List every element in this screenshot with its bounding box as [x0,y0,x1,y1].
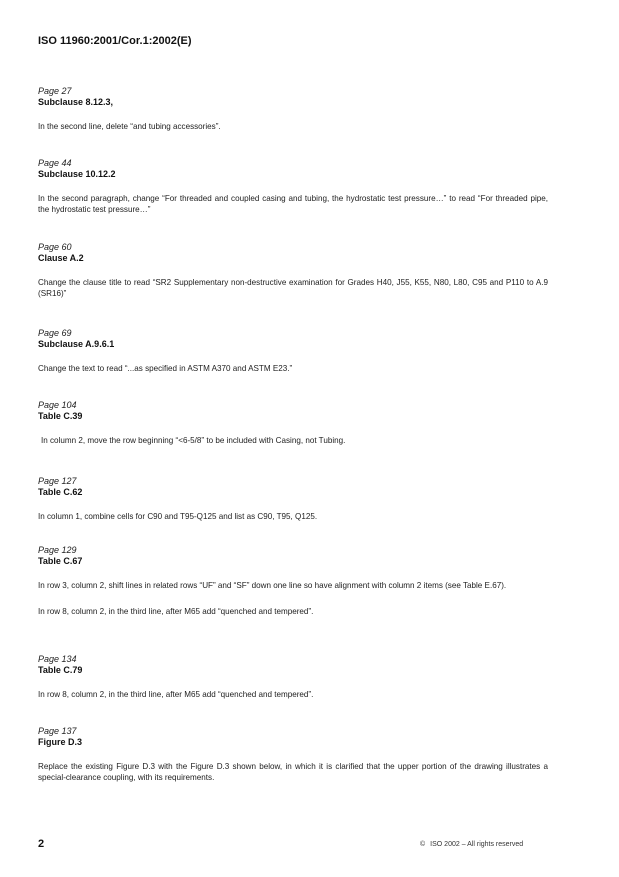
page-reference: Page 44 [38,158,72,168]
correction-text: Replace the existing Figure D.3 with the Figure D.3 shown below, in which it is clarified that the upper portion of the drawing illustrates a special-clearance coupling, with its requirements. [38,762,548,782]
page-reference: Page 127 [38,476,77,486]
correction-entry [38,400,548,446]
section-reference: Table C.39 [38,411,83,421]
correction-text: In the second line, delete “and tubing accessories”. [38,122,221,131]
copyright-notice [420,841,523,848]
correction-entry [38,328,548,374]
section-reference: Subclause 10.12.2 [38,169,116,179]
page-reference: Page 60 [38,242,72,252]
page-reference: Page 104 [38,400,77,410]
correction-entry [38,86,548,132]
correction-entry [38,158,548,215]
section-reference: Table C.62 [38,487,83,497]
correction-entry [38,545,548,617]
correction-text: In column 2, move the row beginning “<6-5/8” to be included with Casing, not Tubing. [41,436,346,445]
section-reference: Subclause 8.12.3, [38,97,114,107]
correction-entry [38,654,548,700]
copyright-text: ISO 2002 – All rights reserved [430,841,524,848]
section-reference: Table C.79 [38,665,83,675]
correction-text: In column 1, combine cells for C90 and T95-Q125 and list as C90, T95, Q125. [38,512,318,521]
correction-entry [38,726,548,783]
page-reference: Page 129 [38,545,77,555]
correction-entry [38,476,548,522]
correction-text: In row 8, column 2, in the third line, after M65 add “quenched and tempered”. [38,690,314,699]
correction-text: In the second paragraph, change “For threaded and coupled casing and tubing, the hydrostatic test pressure…” to read “For threaded pipe, the hydrostatic test pressure…” [38,194,548,214]
copyright-icon: © [420,841,426,848]
section-reference: Clause A.2 [38,253,84,263]
correction-text: Change the clause title to read “SR2 Supplementary non-destructive examination for Grades H40, J55, K55, N80, L80, C95 and P110 to A.9 (SR16)” [38,278,548,298]
section-reference: Figure D.3 [38,737,83,747]
correction-entry [38,242,548,299]
section-reference: Subclause A.9.6.1 [38,339,115,349]
page-reference: Page 137 [38,726,77,736]
page-reference: Page 69 [38,328,72,338]
correction-text: Change the text to read “...as specified in ASTM A370 and ASTM E23.” [38,364,293,373]
correction-text: In row 8, column 2, in the third line, after M65 add “quenched and tempered”. [38,607,314,616]
correction-text: In row 3, column 2, shift lines in related rows “UF” and “SF” down one line so have alignment with column 2 items (see Table E.67). [38,581,507,590]
document-title: ISO 11960:2001/Cor.1:2002(E) [38,35,192,47]
page-number: 2 [38,838,45,850]
page-reference: Page 134 [38,654,77,664]
section-reference: Table C.67 [38,556,83,566]
page-reference: Page 27 [38,86,72,96]
